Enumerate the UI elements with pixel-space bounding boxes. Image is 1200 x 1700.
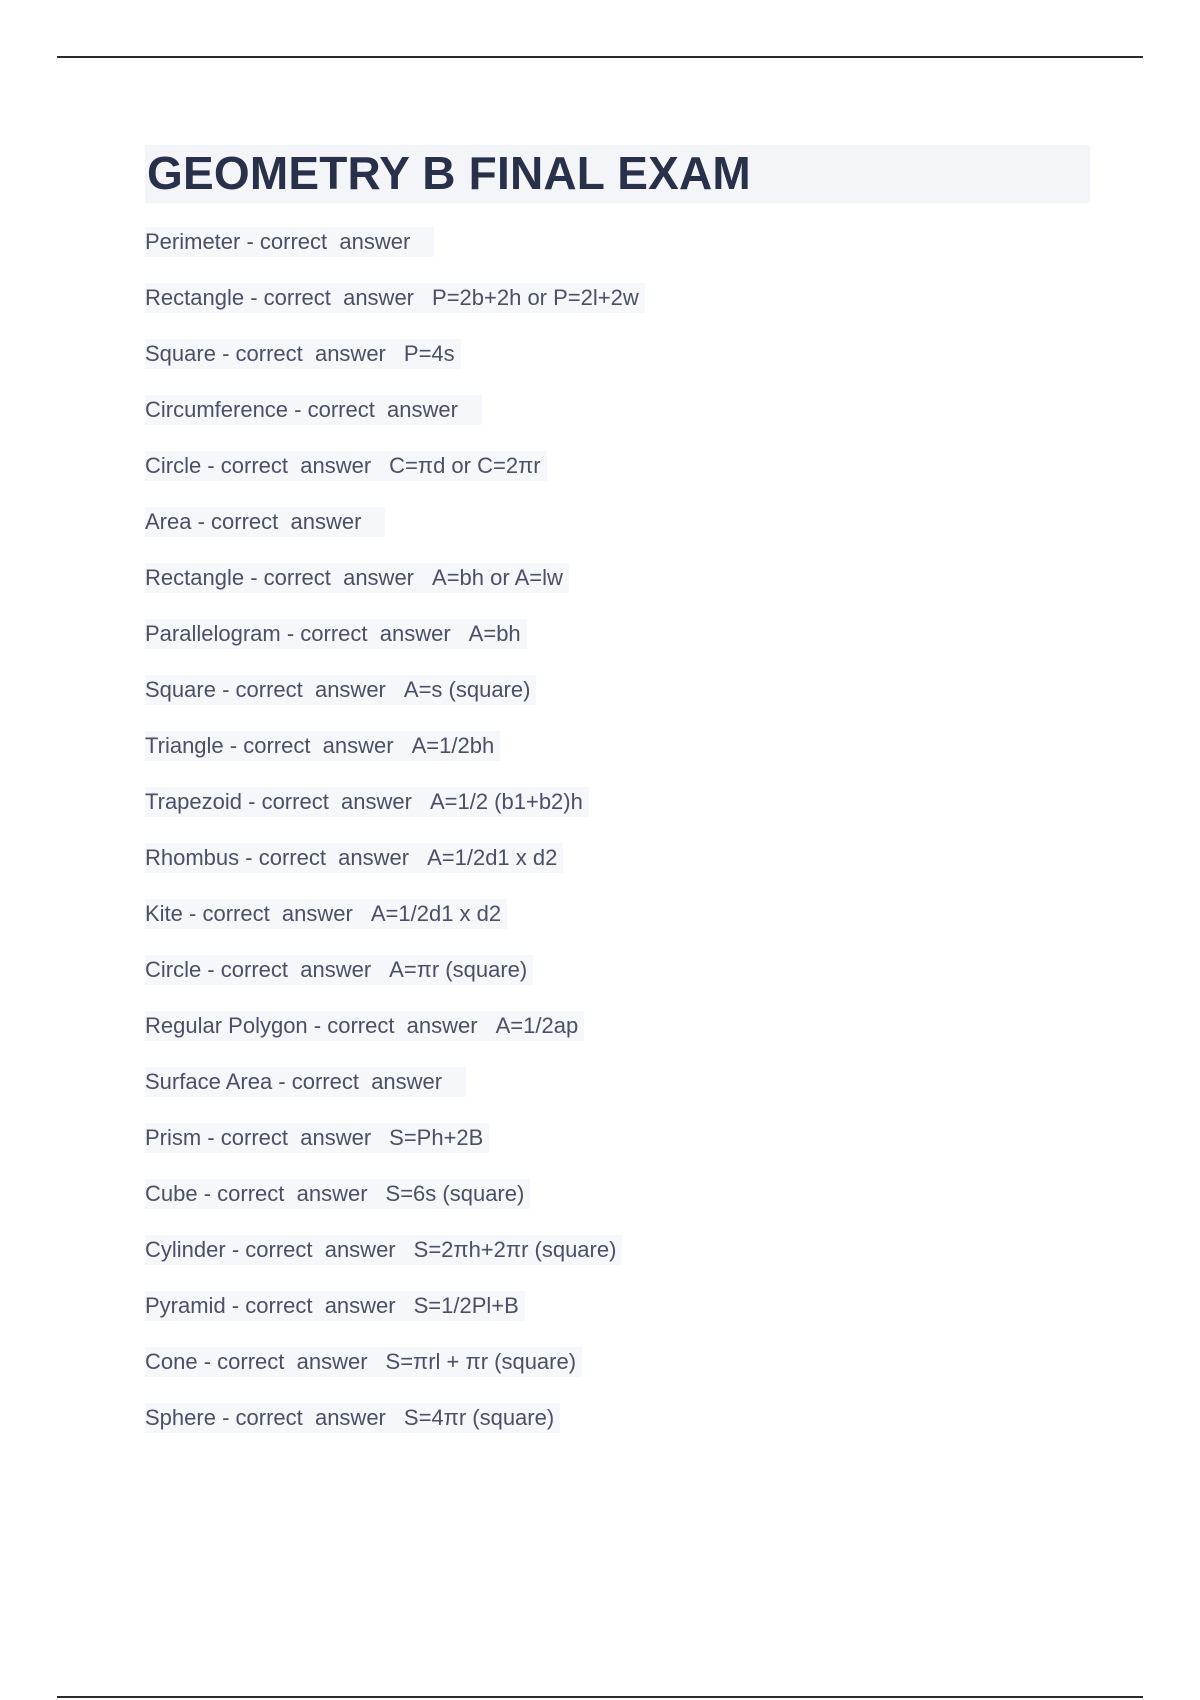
flashcard-entry [145,1347,645,1403]
flashcard-term: Sphere [145,1405,216,1430]
flashcard-separator: - correct answer [272,1069,443,1094]
flashcard-term: Trapezoid [145,789,243,814]
flashcard-answer: S=2πh+2πr (square) [413,1237,617,1262]
flashcard-entry [145,227,645,283]
flashcard-entry [145,619,645,675]
flashcard-answer: S=6s (square) [385,1181,525,1206]
flashcard-answer: S=4πr (square) [403,1405,555,1430]
flashcard-entry [145,1011,645,1067]
flashcard-term: Surface Area [145,1069,273,1094]
flashcard-answer: S=Ph+2B [389,1125,484,1150]
flashcard-separator: - correct answer [215,1405,386,1430]
flashcard-entry [145,395,645,451]
flashcard-list [145,227,645,1459]
flashcard-line [145,899,507,929]
flashcard-entry [145,787,645,843]
flashcard-term: Square [145,341,216,366]
document-body [145,145,1090,1430]
flashcard-separator: - correct answer [201,1125,372,1150]
flashcard-line [145,1123,489,1153]
flashcard-answer: A=1/2 (b1+b2)h [429,789,583,814]
flashcard-term: Pyramid [145,1293,226,1318]
flashcard-line [145,507,385,537]
flashcard-line [145,1011,584,1041]
flashcard-entry [145,1123,645,1179]
flashcard-term: Circumference [145,397,289,422]
flashcard-answer: A=1/2ap [495,1013,579,1038]
flashcard-separator: - correct answer [215,341,386,366]
flashcard-line [145,1179,530,1209]
flashcard-line [145,227,434,257]
flashcard-answer: A=πr (square) [389,957,528,982]
flashcard-line [145,563,569,593]
flashcard-answer: A=1/2bh [411,733,495,758]
flashcard-line [145,1291,525,1321]
flashcard-term: Circle [145,957,202,982]
flashcard-answer: S=1/2Pl+B [413,1293,519,1318]
flashcard-entry [145,675,645,731]
flashcard-line [145,1235,622,1265]
flashcard-answer: A=bh [468,621,521,646]
flashcard-answer: C=πd or C=2πr [389,453,541,478]
flashcard-line [145,955,533,985]
flashcard-term: Rectangle [145,285,245,310]
flashcard-separator: - correct answer [244,565,415,590]
flashcard-separator: - correct answer [215,677,386,702]
flashcard-answer: A=s (square) [403,677,531,702]
flashcard-separator: - correct answer [240,229,411,254]
header-rule [57,56,1143,58]
flashcard-term: Cube [145,1181,198,1206]
flashcard-term: Cylinder [145,1237,226,1262]
flashcard-line [145,283,645,313]
flashcard-line [145,619,527,649]
flashcard-separator: - correct answer [197,1181,368,1206]
flashcard-answer: A=1/2d1 x d2 [427,845,558,870]
flashcard-term: Prism [145,1125,202,1150]
flashcard-answer: P=2b+2h or P=2l+2w [432,285,639,310]
flashcard-separator: - correct answer [201,957,372,982]
flashcard-line [145,787,589,817]
flashcard-separator: - correct answer [242,789,412,814]
flashcard-term: Rectangle [145,565,245,590]
flashcard-term: Circle [145,453,202,478]
flashcard-separator: - correct answer [239,845,410,870]
flashcard-line [145,1347,582,1377]
flashcard-separator: - correct answer [223,733,394,758]
flashcard-answer: A=1/2d1 x d2 [370,901,502,926]
page-title: GEOMETRY B FINAL EXAM [145,145,1090,203]
flashcard-separator: - correct answer [288,397,458,422]
flashcard-separator: - correct answer [197,1349,368,1374]
footer-rule [57,1696,1143,1698]
flashcard-entry [145,283,645,339]
flashcard-line [145,843,563,873]
flashcard-entry [145,1179,645,1235]
flashcard-answer: S=πrl + πr (square) [385,1349,577,1374]
flashcard-line [145,731,500,761]
flashcard-separator: - correct answer [182,901,353,926]
flashcard-term: Rhombus [145,845,240,870]
flashcard-entry [145,1291,645,1347]
flashcard-term: Area [145,509,192,534]
flashcard-entry [145,843,645,899]
flashcard-line [145,395,482,425]
flashcard-separator: - correct answer [201,453,372,478]
flashcard-term: Perimeter [145,229,241,254]
flashcard-entry [145,1235,645,1291]
flashcard-entry [145,451,645,507]
flashcard-entry [145,1403,645,1459]
flashcard-term: Regular Polygon [145,1013,308,1038]
flashcard-entry [145,1067,645,1123]
flashcard-separator: - correct answer [225,1293,396,1318]
flashcard-entry [145,507,645,563]
flashcard-entry [145,339,645,395]
flashcard-answer: P=4s [403,341,455,366]
flashcard-line [145,451,547,481]
flashcard-line [145,1403,560,1433]
flashcard-separator: - correct answer [225,1237,396,1262]
flashcard-entry [145,955,645,1011]
flashcard-term: Parallelogram [145,621,281,646]
flashcard-answer: A=bh or A=lw [432,565,563,590]
flashcard-entry [145,731,645,787]
flashcard-separator: - correct answer [191,509,362,534]
flashcard-separator: - correct answer [307,1013,478,1038]
flashcard-line [145,339,461,369]
flashcard-entry [145,563,645,619]
flashcard-separator: - correct answer [280,621,451,646]
flashcard-entry [145,899,645,955]
flashcard-term: Kite [145,901,183,926]
flashcard-term: Triangle [145,733,224,758]
flashcard-term: Cone [145,1349,198,1374]
flashcard-line [145,675,536,705]
flashcard-term: Square [145,677,216,702]
flashcard-line [145,1067,466,1097]
flashcard-separator: - correct answer [244,285,415,310]
